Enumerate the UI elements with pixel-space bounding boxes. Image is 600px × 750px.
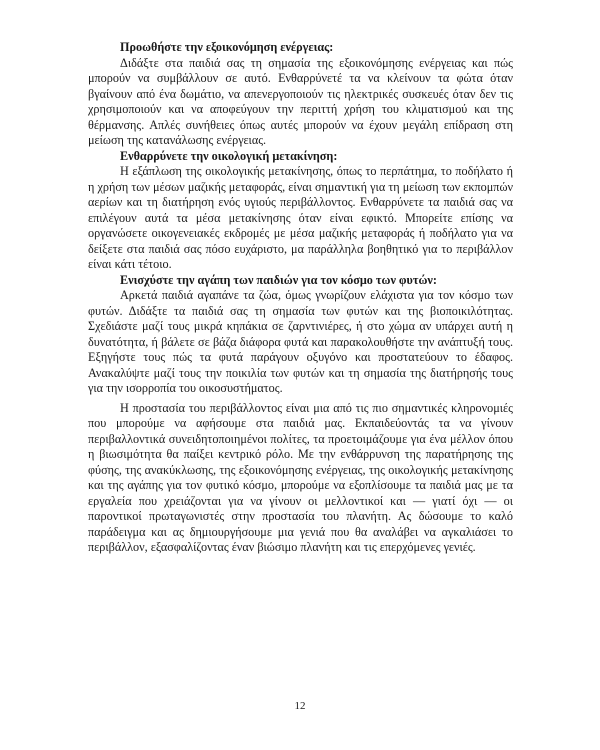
- section-energy-saving: [88, 40, 513, 149]
- section-paragraph: Διδάξτε στα παιδιά σας τη σημασία της εξοικονόμησης ενέργειας και πώς μπορούν να συμβάλλουν σε αυτό. Ενθαρρύνετέ τα να κλείνουν τα φώτα όταν βγαίνουν από ένα δωμάτιο, να απενεργοποιούν τις ηλεκτρικές συσκευές όταν δεν τις χρησιμοποιούν και να αποφεύγουν την περιττή χρήση του κλιματισμού και της θέρμανσης. Απλές συνήθειες όπως αυτές μπορούν να έχουν μεγάλη επίδραση στη μείωση της κατανάλωσης ενέργειας.: [88, 55, 513, 147]
- section-eco-transport: [88, 149, 513, 273]
- section-heading: Ενθαρρύνετε την οικολογική μετακίνηση:: [120, 148, 338, 163]
- section-heading: Προωθήστε την εξοικονόμηση ενέργειας:: [120, 40, 334, 54]
- section-heading: Ενισχύστε την αγάπη των παιδιών για τον κόσμο των φυτών:: [120, 272, 437, 287]
- closing-paragraph: Η προστασία του περιβάλλοντος είναι μια από τις πιο σημαντικές κληρονομιές που μπορούμε να αφήσουμε στα παιδιά μας. Εκπαιδεύοντάς τα να γίνουν περιβαλλοντικά συνειδητοποιημένοι πολίτες, τα προετοιμάζουμε για ένα μέλλον όπου η βιωσιμότητα θα παίξει κεντρικό ρόλο. Με την ενθάρρυνση της παρατήρησης της φύσης, της ανακύκλωσης, της εξοικονόμησης ενέργειας, της οικολογικής μετακίνησης και της αγάπης για τον φυτικό κόσμο, μπορούμε να εξοπλίσουμε τα παιδιά μας με τα εργαλεία που χρειάζονται για να γίνουν οι μελλοντικοί και — γιατί όχι — οι παροντικοί πρωταγωνιστές στην προστασία του πλανήτη. Ας δώσουμε το καλό παράδειγμα και ας δημιουργήσουμε μια γενιά που θα αναλάβει να αγκαλιάσει το περιβάλλον, εξασφαλίζοντας έναν βιώσιμο πλανήτη και τις επερχόμενες γενιές.: [88, 400, 513, 554]
- section-paragraph: Η εξάπλωση της οικολογικής μετακίνησης, όπως το περπάτημα, το ποδήλατο ή η χρήση των μέσων μαζικής μεταφοράς, είναι σημαντική για τη μείωση των εκπομπών αερίων και τη διατήρηση ενός υγιούς περιβάλλοντος. Ενθαρρύνετε τα παιδιά σας να επιλέγουν αυτά τα μέσα μετακίνησης όταν είναι εφικτό. Μπορείτε επίσης να οργανώσετε οικογενειακές εκδρομές με μέσα μαζικής μεταφοράς ή ποδήλατο για να δείξετε στα παιδιά σας πόσο ευχάριστο, μα παράλληλα βοηθητικό για το περιβάλλον είναι κάτι τέτοιο.: [88, 164, 513, 271]
- section-plant-love: [88, 273, 513, 397]
- document-page: [88, 40, 513, 556]
- page-number: 12: [294, 700, 306, 712]
- section-paragraph: Αρκετά παιδιά αγαπάνε τα ζώα, όμως γνωρίζουν ελάχιστα για τον κόσμο των φυτών. Διδάξτε τα παιδιά σας τη σημασία των φυτών και της βιοποικιλότητας. Σχεδιάστε μαζί τους μικρά κηπάκια σε ζαρντινιέρες, ή στο χώμα αν υπάρχει αυτή η δυνατότητα, ή βάλετε σε βάζα διάφορα φυτά και παρακολουθήστε την ανάπτυξή τους. Εξηγήστε τους πώς τα φυτά παράγουν οξυγόνο και προστατεύουν το έδαφος. Ανακαλύψτε μαζί τους την ποικιλία των φυτών και τη σημασία της διατήρησής τους για την ισορροπία του οικοσυστήματος.: [88, 288, 513, 395]
